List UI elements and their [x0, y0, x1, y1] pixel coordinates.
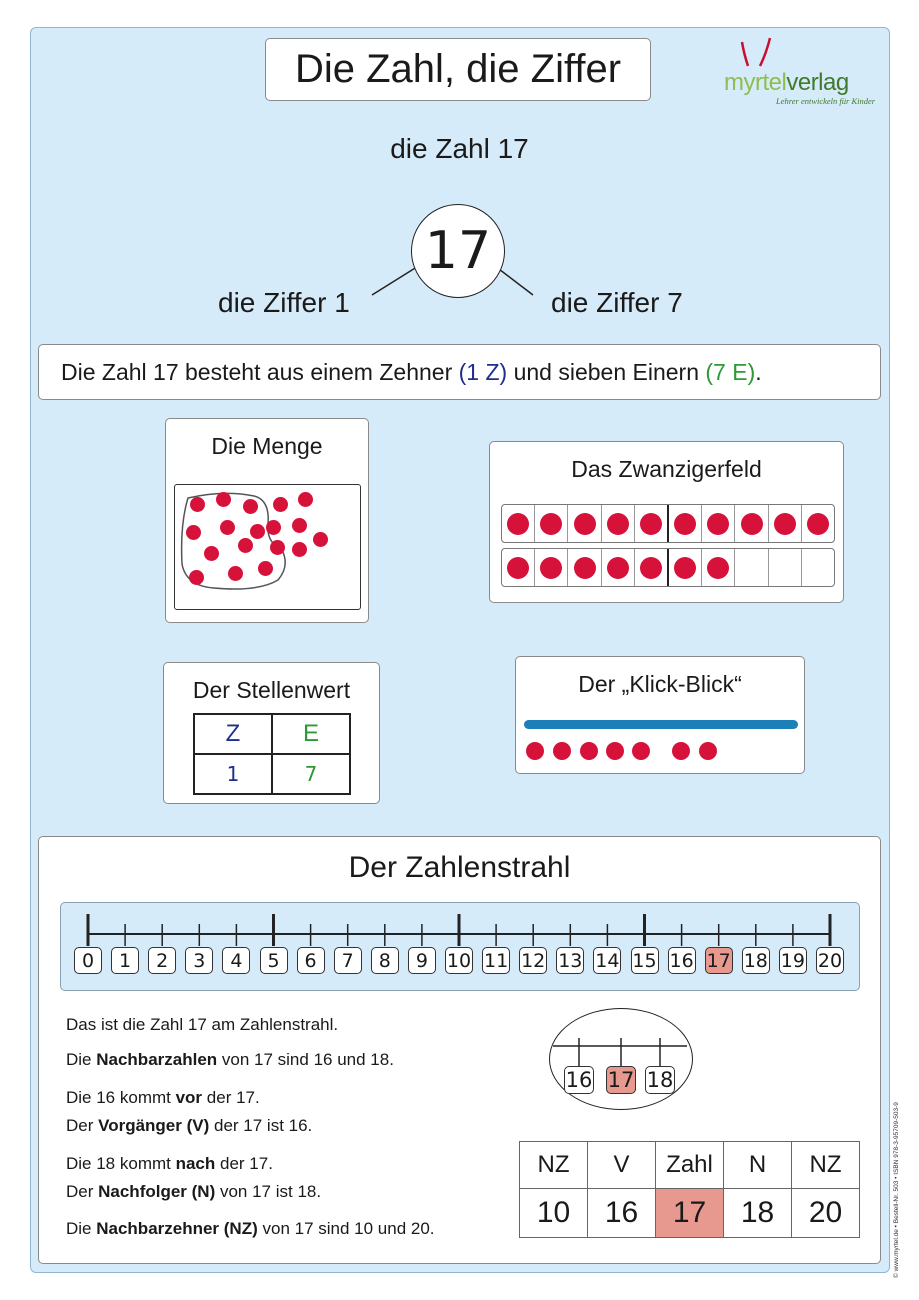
klickblick-dot [553, 742, 571, 760]
zahlenstrahl-heading: Der Zahlenstrahl [348, 851, 571, 884]
place-value-table [193, 713, 351, 795]
place-value-value-row [194, 754, 350, 794]
menge-dot [243, 499, 258, 514]
zwanzigerfeld-row-2 [501, 548, 835, 587]
neighbor-table-header: NZ [792, 1142, 860, 1189]
neighbor-table-cell: 16 [588, 1189, 656, 1238]
text-line-5: Die 18 kommt nach der 17. [66, 1154, 273, 1173]
tf-cell [602, 549, 635, 586]
tf-dot [540, 557, 562, 579]
text-line-7: Die Nachbarzehner (NZ) von 17 sind 10 und 20. [66, 1219, 435, 1238]
neighbor-num-next: 18 [646, 1068, 674, 1092]
tf-dot [774, 513, 796, 535]
tf-dot [574, 557, 596, 579]
klickblick-dot [580, 742, 598, 760]
side-imprint: © www.myrtel.de • Bestell-Nr. 503 • ISBN 978-3-95709-503-9 [893, 1102, 900, 1278]
number-line-label: 10 [445, 947, 473, 974]
tf-cell [669, 549, 702, 586]
klickblick-dot [526, 742, 544, 760]
tf-cell [635, 549, 669, 586]
tf-dot [640, 513, 662, 535]
tf-dot [507, 557, 529, 579]
tf-cell [802, 505, 834, 542]
menge-dot [204, 546, 219, 561]
neighbor-table [519, 1141, 860, 1238]
number-line-label: 19 [779, 947, 807, 974]
tf-dot [674, 513, 696, 535]
tf-dot [674, 557, 696, 579]
tf-cell [702, 549, 735, 586]
number-line-label: 0 [74, 947, 102, 974]
klickblick-heading: Der „Klick-Blick“ [578, 671, 742, 697]
big-number-circle: 17 [411, 204, 505, 298]
menge-dot [298, 492, 313, 507]
tf-cell [535, 505, 568, 542]
neighbor-table-header: Zahl [656, 1142, 724, 1189]
tf-cell [502, 549, 535, 586]
logo-tagline: Lehrer entwickeln für Kinder [776, 96, 876, 106]
tf-dot [707, 513, 729, 535]
neighbor-table-cell-highlight: 17 [656, 1189, 724, 1238]
klickblick-dot [606, 742, 624, 760]
menge-dot [258, 561, 273, 576]
tf-dot [707, 557, 729, 579]
ones-notation: (7 E) [705, 358, 756, 385]
tens-value: 1 [194, 754, 272, 794]
ones-value: 7 [272, 754, 350, 794]
number-line-label: 7 [334, 947, 362, 974]
tf-dot [540, 513, 562, 535]
menge-dot [220, 520, 235, 535]
text-line-3: Die 16 kommt vor der 17. [66, 1088, 260, 1107]
text-line-1: Das ist die Zahl 17 am Zahlenstrahl. [66, 1015, 339, 1034]
number-line-label: 17 [705, 947, 733, 974]
number-line-label: 1 [111, 947, 139, 974]
neighbor-table-header-row [520, 1142, 860, 1189]
tf-dot [574, 513, 596, 535]
text-line-4: Der Vorgänger (V) der 17 ist 16. [66, 1116, 313, 1135]
tens-header: Z [194, 714, 272, 754]
menge-dot [250, 524, 265, 539]
neighbor-table-cell: 10 [520, 1189, 588, 1238]
tf-cell [769, 505, 802, 542]
logo-wordmark: myrtelverlag [724, 69, 849, 96]
number-line-label: 18 [742, 947, 770, 974]
tens-notation: (1 Z) [458, 358, 508, 385]
number-line-label: 12 [519, 947, 547, 974]
neighbor-table-header: N [724, 1142, 792, 1189]
ziffer-left-label: die Ziffer 1 [218, 287, 350, 318]
tf-cell [669, 505, 702, 542]
text-line-6: Der Nachfolger (N) von 17 ist 18. [66, 1182, 322, 1201]
number-line-label: 5 [260, 947, 288, 974]
menge-dot [189, 570, 204, 585]
menge-dot [266, 520, 281, 535]
menge-dot [228, 566, 243, 581]
tf-cell [502, 505, 535, 542]
neighbor-table-cell: 18 [724, 1189, 792, 1238]
tf-cell [735, 505, 768, 542]
composition-sentence: Die Zahl 17 besteht aus einem Zehner (1 Z) und sieben Einern (7 E) . [38, 344, 881, 400]
number-line-label: 14 [593, 947, 621, 974]
tf-cell [802, 549, 834, 586]
menge-dot [216, 492, 231, 507]
neighbor-table-header: V [588, 1142, 656, 1189]
menge-dot [186, 525, 201, 540]
tf-dot [807, 513, 829, 535]
number-line-label: 15 [631, 947, 659, 974]
number-line-label: 4 [222, 947, 250, 974]
tf-cell [702, 505, 735, 542]
place-value-header-row [194, 714, 350, 754]
tf-dot [607, 557, 629, 579]
tf-cell [635, 505, 669, 542]
zwanzigerfeld-row-1 [501, 504, 835, 543]
number-line-label: 11 [482, 947, 510, 974]
menge-dot [292, 542, 307, 557]
ones-header: E [272, 714, 350, 754]
neighbor-table-header: NZ [520, 1142, 588, 1189]
text-line-2: Die Nachbarzahlen von 17 sind 16 und 18. [66, 1050, 394, 1069]
tf-cell [602, 505, 635, 542]
menge-dot [292, 518, 307, 533]
klickblick-dot [672, 742, 690, 760]
tf-cell [735, 549, 768, 586]
neighbor-num-current: 17 [607, 1068, 635, 1092]
neighbor-num-prev: 16 [565, 1068, 593, 1092]
zahl-label: die Zahl 17 [390, 133, 529, 164]
neighbor-table-cell: 20 [792, 1189, 860, 1238]
klickblick-bar [524, 720, 798, 729]
tf-cell [535, 549, 568, 586]
menge-dot [190, 497, 205, 512]
menge-dot [273, 497, 288, 512]
tf-cell [568, 549, 601, 586]
tf-dot [741, 513, 763, 535]
tf-cell [769, 549, 802, 586]
zwanzigerfeld-heading: Das Zwanzigerfeld [571, 456, 762, 482]
page-title: Die Zahl, die Ziffer [265, 38, 651, 101]
tf-dot [507, 513, 529, 535]
tf-cell [568, 505, 601, 542]
number-line-label: 3 [185, 947, 213, 974]
menge-dot [238, 538, 253, 553]
klickblick-dot [632, 742, 650, 760]
number-line-label: 13 [556, 947, 584, 974]
tf-dot [640, 557, 662, 579]
number-line-label: 9 [408, 947, 436, 974]
menge-dot [270, 540, 285, 555]
tf-dot [607, 513, 629, 535]
menge-heading: Die Menge [211, 433, 323, 459]
number-line-label: 8 [371, 947, 399, 974]
number-line-label: 16 [668, 947, 696, 974]
ziffer-right-label: die Ziffer 7 [551, 287, 683, 318]
stellenwert-heading: Der Stellenwert [192, 677, 351, 703]
menge-dot [313, 532, 328, 547]
neighbor-table-value-row [520, 1189, 860, 1238]
number-line-label: 6 [297, 947, 325, 974]
number-line-label: 2 [148, 947, 176, 974]
number-line-label: 20 [816, 947, 844, 974]
klickblick-dot [699, 742, 717, 760]
